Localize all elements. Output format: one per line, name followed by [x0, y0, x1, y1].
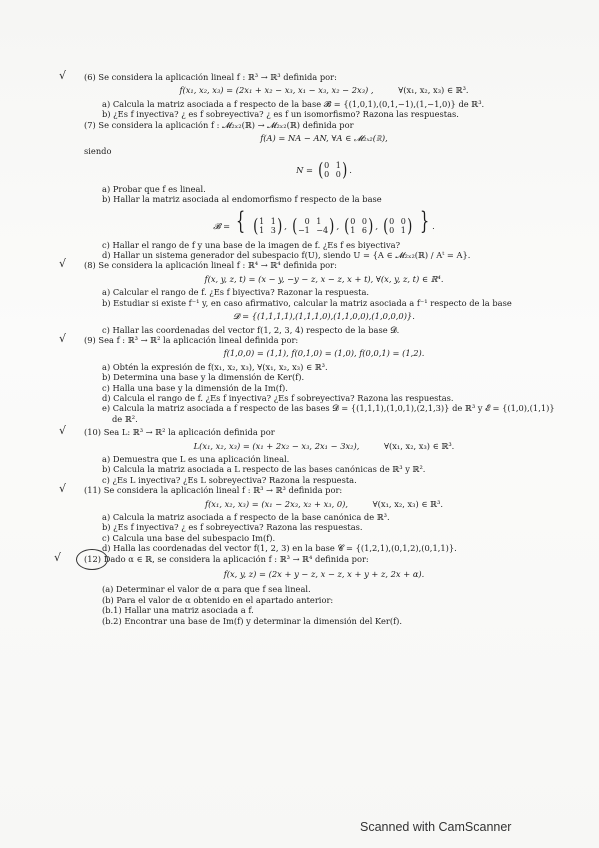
check-mark-icon: √ — [59, 424, 67, 438]
matrix-row: 1 1 — [259, 217, 276, 227]
matrix-row: −1 −4 — [297, 226, 329, 236]
formula — [84, 499, 564, 509]
matrix-row: 1 3 — [259, 226, 276, 236]
siendo-label: siendo — [84, 146, 112, 157]
subquestion-c: c) ¿Es L inyectiva? ¿Es L sobreyectiva? Razona la respuesta. — [102, 474, 357, 485]
check-mark-icon: √ — [59, 69, 67, 82]
exercise-8 — [59, 257, 564, 335]
circle-mark-icon — [76, 549, 108, 570]
exercise-number: (12) — [84, 553, 102, 564]
subquestion-a: a) Calcular el rango de f. ¿Es f biyectiva? Razonar la respuesta. — [102, 287, 370, 298]
subquestion-d: d) Calcula el rango de f. ¿Es f inyectiva? ¿Es f sobreyectiva? Razona las respuestas. — [102, 392, 454, 403]
subquestion-b2: (b.2) Encontrar una base de Im(f) y determinar la dimensión del Ker(f). — [102, 615, 403, 626]
subquestion-d: d) Hallar un sistema generador del subespacio f(U), siendo U = {A ∈ 𝓜₂ₓ₂(ℝ) / Aᵗ = A}. — [102, 250, 471, 261]
formula-expression: L(x₁, x₂, x₃) = (x₁ + 2x₂ − x₃, 2x₁ − 3x₂), — [193, 440, 360, 451]
exercise-statement: Se considera la aplicación lineal f : ℝ³ → ℝ³ definida por: — [103, 485, 343, 496]
exercise-11 — [59, 482, 564, 554]
exercise-statement: Se considera la aplicación lineal f : ℝ³ → ℝ³ definida por: — [98, 72, 337, 82]
subquestion-a: a) Probar que f es lineal. — [102, 183, 206, 194]
exercise-6 — [59, 69, 564, 120]
matrix-row: 0 1 — [324, 161, 341, 171]
subquestion-c: c) Halla una base y la dimensión de la Im(f). — [102, 382, 288, 393]
subquestion-b: b) ¿Es f inyectiva? ¿ es f sobreyectiva? ¿ es f un isomorfismo? Razona las respuestas. — [102, 109, 459, 120]
basis-b-matrices: 𝓑 = { ( 1 1 1 3 ) , ( 0 1 −1 −4 ) , ( 0 0 1 6 ) , ( 0 0 0 1 ) } . — [213, 206, 435, 237]
subquestion-e: e) Calcula la matriz asociada a f respecto de las bases 𝓓 = {(1,1,1),(1,0,1),(2,1,3)} de ℝ³ y 𝓔 = {(1,0),(1,1)} de ℝ². — [102, 403, 555, 424]
exercise-number: (6) — [84, 72, 96, 82]
subquestion-b: b) Estudiar si existe f⁻¹ y, en caso afirmativo, calcular la matriz asociada a f⁻¹ respecto de la base — [102, 297, 512, 308]
matrix-row: 0 0 — [350, 217, 367, 227]
subquestion-a: (a) Determinar el valor de α para que f sea lineal. — [102, 584, 311, 595]
formula-quantifier: ∀(x₁, x₂, x₃) ∈ ℝ³. — [372, 498, 443, 509]
check-mark-icon: √ — [59, 331, 67, 345]
exercise-statement: Sea L: ℝ³ → ℝ² la aplicación definida por — [103, 427, 275, 438]
formula — [84, 441, 564, 451]
exercise-number: (9) — [84, 334, 96, 345]
formula: f(1,0,0) = (1,1), f(0,1,0) = (1,0), f(0,0,1) = (1,2). — [223, 348, 425, 359]
subquestion-a: a) Obtén la expresión de f(x₁, x₂, x₃), ∀(x₁, x₂, x₃) ∈ ℝ³. — [102, 361, 328, 372]
subquestion-b: b) Determina una base y la dimensión de Ker(f). — [102, 372, 305, 383]
formula — [84, 85, 564, 95]
formula-expression: f(x₁, x₂, x₃) = (2x₁ + x₂ − x₃, x₁ − x₃, x₂ − 2x₃) , — [179, 85, 374, 96]
subquestion-d: d) Halla las coordenadas del vector f(1, 2, 3) en la base 𝓒 = {(1,2,1),(0,1,2),(0,1,1)}. — [102, 543, 457, 554]
subquestion-b: b) Calcula la matriz asociada a L respecto de las bases canónicas de ℝ³ y ℝ². — [102, 464, 426, 475]
exercise-list — [54, 69, 564, 626]
exercise-statement: Se considera la aplicación f : 𝓜₂ₓ₂(ℝ) → 𝓜₂ₓ₂(ℝ) definida por — [98, 119, 354, 130]
exercise-number: (11) — [84, 485, 102, 496]
subquestion-c: c) Hallar el rango de f y una base de la imagen de f. ¿Es f es biyectiva? — [102, 239, 401, 250]
subquestion-c: c) Hallar las coordenadas del vector f(1, 2, 3, 4) respecto de la base 𝓓. — [102, 324, 400, 335]
matrix-row: 0 0 — [324, 170, 341, 180]
scanner-watermark: Scanned with CamScanner — [360, 820, 512, 834]
matrix-row: 0 0 — [389, 217, 406, 227]
matrix-row: 0 1 — [304, 217, 322, 227]
subquestion-c: c) Calcula una base del subespacio Im(f). — [102, 532, 276, 543]
matrix-row: 1 6 — [350, 226, 367, 236]
subquestion-b: (b) Para el valor de α obtenido en el apartado anterior: — [102, 594, 334, 605]
check-mark-icon: √ — [54, 550, 62, 564]
exercise-number: (7) — [84, 119, 96, 130]
subquestion-a: a) Demuestra que L es una aplicación lineal. — [102, 453, 290, 464]
matrix-n: N = ( 0 1 0 0 ) . — [296, 158, 352, 181]
formula-quantifier: ∀(x₁, x₂, x₃) ∈ ℝ³. — [398, 85, 469, 96]
check-mark-icon: √ — [59, 482, 67, 496]
subquestion-a: a) Calcula la matriz asociada a f respecto de la base canónica de ℝ³. — [102, 512, 390, 522]
subquestion-b1: (b.1) Hallar una matriz asociada a f. — [102, 605, 254, 616]
subquestion-a: a) Calcula la matriz asociada a f respecto de la base 𝓑 = {(1,0,1),(0,1,−1),(1,−1,0)} de ℝ³. — [102, 98, 485, 109]
matrix-row: 0 1 — [389, 226, 406, 236]
exercise-number: (8) — [84, 260, 96, 271]
check-mark-icon: √ — [59, 257, 67, 271]
subquestion-b: b) Hallar la matriz asociada al endomorfismo f respecto de la base — [102, 194, 382, 205]
exercise-7 — [84, 120, 564, 261]
basis-d: 𝓓 = {(1,1,1,1),(1,1,1,0),(1,1,0,0),(1,0,0,0)}. — [233, 311, 415, 322]
formula-expression: f(x₁, x₂, x₃) = (x₁ − 2x₃, x₂ + x₃, 0), — [205, 498, 349, 509]
exercise-statement: Se considera la aplicación lineal f : ℝ⁴ → ℝ⁴ definida por: — [98, 260, 337, 271]
subquestion-b: b) ¿Es f inyectiva? ¿ es f sobreyectiva? Razona las respuestas. — [102, 522, 363, 533]
exercise-10 — [59, 424, 564, 485]
formula: f(x, y, z) = (2x + y − z, x − z, x + y + z, 2x + α). — [223, 569, 425, 580]
exercise-12 — [54, 550, 564, 626]
exercise-9 — [59, 331, 564, 424]
basis-label: 𝓑 = — [213, 220, 231, 231]
matrix-n-label: N = — [296, 164, 313, 175]
formula-quantifier: ∀(x₁, x₂, x₃) ∈ ℝ³. — [384, 440, 455, 451]
formula: f(A) = NA − AN, ∀A ∈ 𝓜₂ₓ₂(ℝ), — [260, 133, 388, 144]
exercise-number: (10) — [84, 427, 102, 438]
exercise-statement: Dado α ∈ ℝ, se considera la aplicación f : ℝ³ → ℝ⁴ definida por: — [103, 553, 369, 564]
formula: f(x, y, z, t) = (x − y, −y − z, x − z, x + t), ∀(x, y, z, t) ∈ ℝ⁴. — [204, 273, 444, 284]
exercise-statement: Sea f : ℝ³ → ℝ² la aplicación lineal definida por: — [98, 334, 299, 345]
